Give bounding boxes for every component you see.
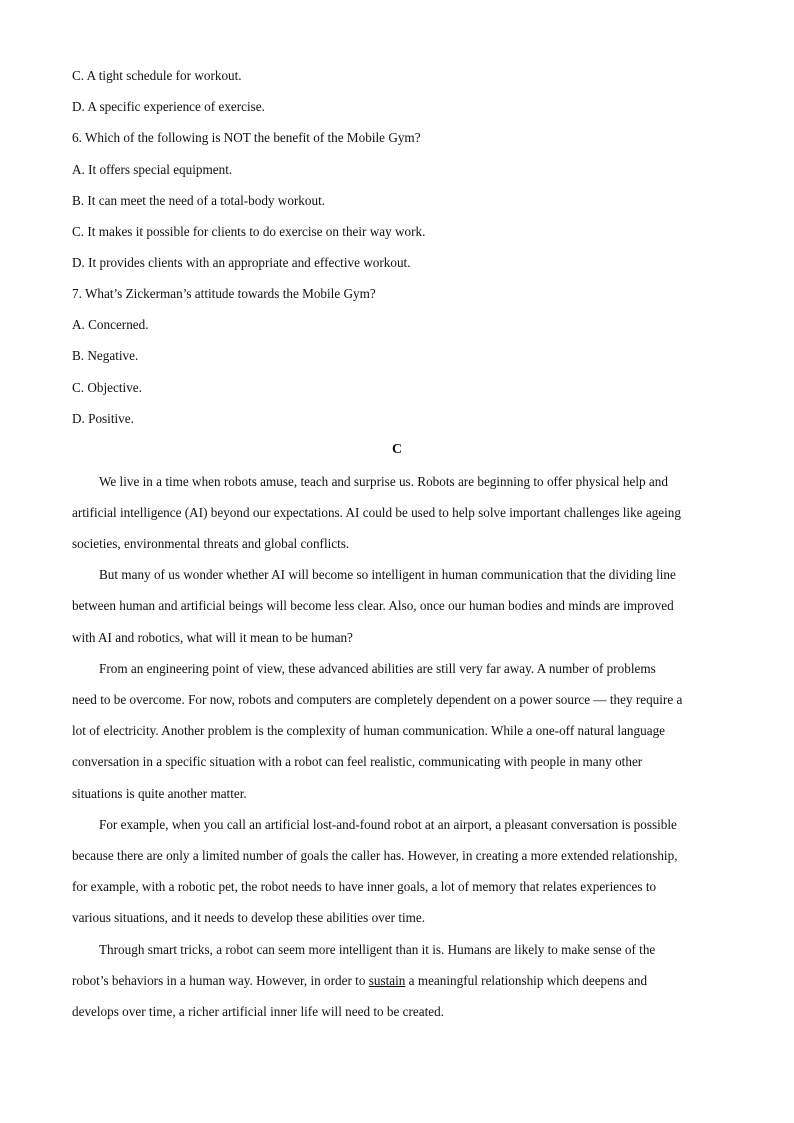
passage-line: because there are only a limited number of goals the caller has. However, in creating a more extended relationship,	[72, 848, 678, 863]
q7-option-a: A. Concerned.	[72, 317, 149, 332]
passage-line: societies, environmental threats and global conflicts.	[72, 536, 350, 551]
q7-option-c: C. Objective.	[72, 380, 142, 395]
passage-line: develops over time, a richer artificial inner life will need to be created.	[72, 1004, 445, 1019]
q7-option-d: D. Positive.	[72, 411, 134, 426]
passage-line: situations is quite another matter.	[72, 786, 247, 801]
passage-line: Through smart tricks, a robot can seem more intelligent than it is. Humans are likely to make sense of the	[99, 942, 656, 957]
passage-line: For example, when you call an artificial lost-and-found robot at an airport, a pleasant conversation is possible	[99, 817, 677, 832]
passage-line: But many of us wonder whether AI will become so intelligent in human communication that the dividing line	[99, 567, 676, 582]
passage-line: We live in a time when robots amuse, teach and surprise us. Robots are beginning to offer physical help and	[99, 474, 668, 489]
q6-option-b: B. It can meet the need of a total-body workout.	[72, 193, 326, 208]
passage-line: artificial intelligence (AI) beyond our expectations. AI could be used to help solve important challenges like ageing	[72, 505, 681, 520]
q6-option-a: A. It offers special equipment.	[72, 162, 233, 177]
q7-option-b: B. Negative.	[72, 348, 139, 363]
q5-option-c: C. A tight schedule for workout.	[72, 68, 242, 83]
text-segment: robot’s behaviors in a human way. However, in order to	[72, 973, 369, 988]
q7-stem: 7. What’s Zickerman’s attitude towards the Mobile Gym?	[72, 286, 376, 301]
passage-line-with-underline	[72, 973, 647, 989]
section-heading: C	[391, 442, 403, 457]
text-segment: a meaningful relationship which deepens and	[405, 973, 648, 988]
passage-line: for example, with a robotic pet, the robot needs to have inner goals, a lot of memory that relates experiences to	[72, 879, 657, 894]
passage-line: lot of electricity. Another problem is the complexity of human communication. While a one-off natural language	[72, 723, 666, 738]
passage-line: between human and artificial beings will become less clear. Also, once our human bodies and minds are improved	[72, 598, 674, 613]
q6-option-c: C. It makes it possible for clients to do exercise on their way work.	[72, 224, 426, 239]
passage-line: need to be overcome. For now, robots and computers are completely dependent on a power source — they require a	[72, 692, 683, 707]
passage-line: with AI and robotics, what will it mean to be human?	[72, 630, 353, 645]
q5-option-d: D. A specific experience of exercise.	[72, 99, 265, 114]
q6-option-d: D. It provides clients with an appropriate and effective workout.	[72, 255, 411, 270]
underlined-word: sustain	[368, 973, 406, 988]
passage-line: From an engineering point of view, these advanced abilities are still very far away. A number of problems	[99, 661, 656, 676]
q6-stem: 6. Which of the following is NOT the benefit of the Mobile Gym?	[72, 130, 421, 145]
passage-line: conversation in a specific situation with a robot can feel realistic, communicating with people in many other	[72, 754, 643, 769]
passage-line: various situations, and it needs to develop these abilities over time.	[72, 910, 426, 925]
